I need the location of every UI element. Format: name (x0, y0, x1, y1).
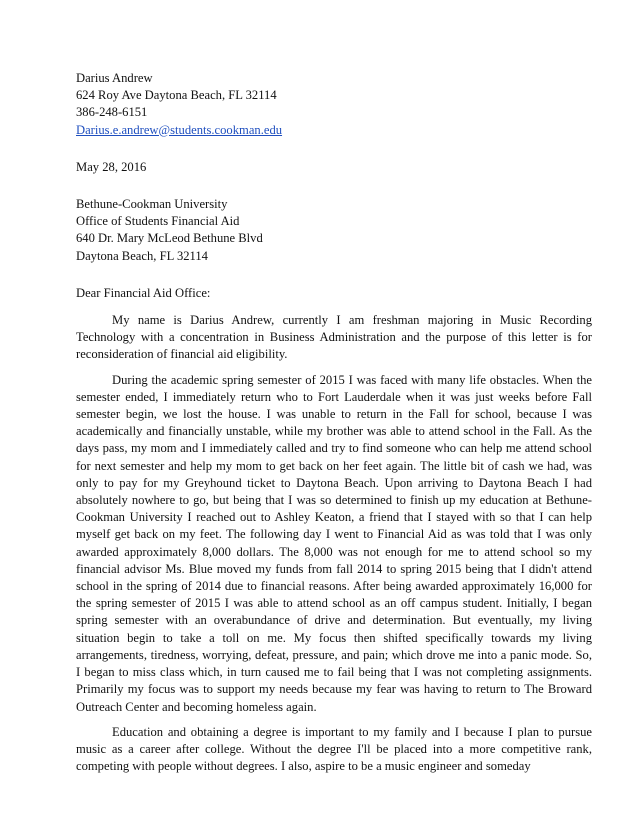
letter-page (76, 70, 592, 783)
recipient-line-3: 640 Dr. Mary McLeod Bethune Blvd (76, 231, 263, 246)
sender-phone: 386-248-6151 (76, 105, 148, 120)
recipient-line-4: Daytona Beach, FL 32114 (76, 248, 208, 263)
sender-address: 624 Roy Ave Daytona Beach, FL 32114 (76, 88, 277, 103)
salutation: Dear Financial Aid Office: (76, 285, 211, 300)
sender-block (76, 70, 592, 139)
body-paragraph-3: Education and obtaining a degree is important to my family and I because I plan to pursue music as a career after college. Without the degree I'll be placed into a more competitive rank, competing with people without degrees. I also, aspire to be a music engineer and someday (76, 724, 592, 774)
recipient-line-2: Office of Students Financial Aid (76, 214, 240, 229)
letter-date: May 28, 2016 (76, 159, 147, 174)
sender-name: Darius Andrew (76, 71, 153, 85)
recipient-block (76, 196, 592, 265)
body-paragraph-1: My name is Darius Andrew, currently I am freshman majoring in Music Recording Technology with a concentration in Business Administration and the purpose of this letter is for reconsideration of financial aid eligibility. (76, 313, 592, 362)
sender-email-link[interactable]: Darius.e.andrew@students.cookman.edu (76, 122, 283, 137)
body-paragraph-2: During the academic spring semester of 2015 I was faced with many life obstacles. When the semester ended, I immediately return who to Fort Lauderdale when it was just weeks before Fall semester begin, we lost the house. I was unable to return in the Fall for school, because I was academically and financially unstable, while my brother was able to attend school in the Fall. As the days pass, my mom and I immediately called and try to find someone who can help me attend school for next semester and help my mom to get back on her feet again. The little bit of cash we had, was only to pay for my Greyhound ticket to Daytona Beach. Upon arriving to Daytona Beach I had absolutely nowhere to go, but being that I was so determined to finish up my education at Bethune-Cookman University I reached out to Ashley Keaton, a friend that I stayed with so that I can help myself get back on my feet. The following day I went to Financial Aid as was told that I was only awarded approximately 8,000 dollars. The 8,000 was not enough for me to attend school so my financial advisor Ms. Blue moved my funds from fall 2014 to spring 2015 being that I didn't attend school in the spring of 2014 due to financial reasons. After being awarded approximately 16,000 for the spring semester of 2015 I was able to attend school as an off campus student. Initially, I began spring semester with an overabundance of drive and determination. But eventually, my living situation begin to take a toll on me. My focus then shifted specifically towards my living arrangements, tiredness, worrying, defeat, pressure, and pain; which drove me into a panic mode. So, I began to miss class which, in turn caused me to fail being that I was not completing assignments. Primarily my focus was to support my needs because my fear was having to return to The Broward Outreach Center and becoming homeless again. (76, 372, 592, 714)
recipient-line-1: Bethune-Cookman University (76, 197, 228, 212)
